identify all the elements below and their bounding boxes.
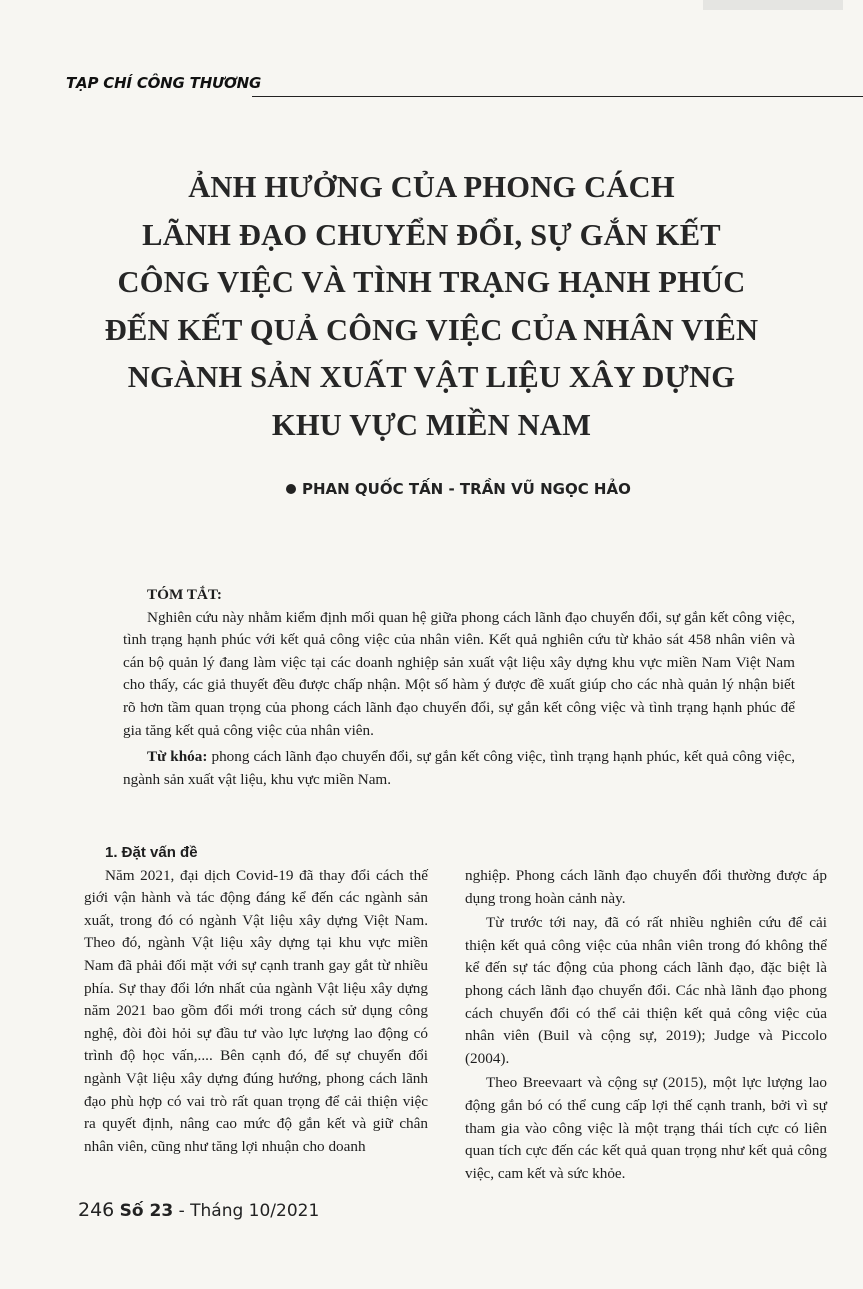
bullet-dot-icon [286,484,296,494]
keywords [123,746,795,791]
abstract-heading: TÓM TẮT: [147,586,222,603]
section-heading: 1. Đặt vấn đề [105,844,198,861]
title-line: CÔNG VIỆC VÀ TÌNH TRẠNG HẠNH PHÚC [117,265,746,299]
authors-line [286,480,631,498]
paragraph: Năm 2021, đại dịch Covid-19 đã thay đổi cách thế giới vận hành và tác động đáng kể đến các ngành sản xuất, trong đó có ngành Vật liệu xây dựng Việt Nam. Theo đó, ngành Vật liệu xây dựng tại khu vực miền Nam đã phải đối mặt với sự cạnh tranh gay gắt từ nhiều phía. Sự thay đổi lớn nhất của ngành Vật liệu xây dựng năm 2021 bao gồm đổi mới trong cách sử dụng công nghệ, đòi đòi hỏi sự đầu tư vào lực lượng lao động có trình độ học vấn,.... Bên cạnh đó, để sự chuyển đổi ngành Vật liệu xây dựng đúng hướng, phong cách lãnh đạo phù hợp có vai trò rất quan trọng để cải thiện việc ra quyết định, nâng cao mức độ gắn kết và giữ chân nhân viên, cũng như tăng lợi nhuận cho doanh [84,866,428,1155]
page-number: 246 [78,1199,115,1221]
paragraph: Theo Breevaart và cộng sự (2015), một lực lượng lao động gắn bó có thể cung cấp lợi thế cạnh tranh, bởi vì sự tham gia vào công việc là một trạng thái tích cực có liên quan tích cực đến các kết quả quan trọng như kết quả công việc, cam kết và sức khỏe. [465,1074,827,1182]
title-line: KHU VỰC MIỀN NAM [271,407,592,442]
paragraph-continued: nghiệp. Phong cách lãnh đạo chuyển đổi thường được áp dụng trong hoàn cảnh này. [465,867,827,907]
title-line: LÃNH ĐẠO CHUYỂN ĐỔI, SỰ GẮN KẾT [142,217,721,252]
article-title [60,164,803,449]
header-rule [252,96,863,97]
footer-separator: - [178,1201,185,1221]
left-column [84,842,428,1158]
issue-month: Tháng 10/2021 [190,1201,320,1221]
keywords-label: Từ khóa: [147,748,208,766]
journal-name: TẠP CHÍ CÔNG THƯƠNG [66,74,262,92]
abstract-block [123,584,795,791]
abstract-body: Nghiên cứu này nhằm kiểm định mối quan hệ giữa phong cách lãnh đạo chuyển đổi, sự gắn kết công việc, tình trạng hạnh phúc với kết quả công việc của nhân viên. Kết quả nghiên cứu từ khảo sát 458 nhân viên và cán bộ quản lý đang làm việc tại các doanh nghiệp sản xuất vật liệu xây dựng khu vực miền Nam Việt Nam cho thấy, các giả thuyết đều được chấp nhận. Một số hàm ý được đề xuất giúp cho các nhà quản lý nhận biết rõ hơn tầm quan trọng của phong cách lãnh đạo chuyển đổi, sự gắn kết công việc và tình trạng hạnh phúc để gia tăng kết quả công việc của nhân viên. [123,608,795,739]
issue-number: Số 23 [119,1201,174,1221]
right-column [465,865,827,1185]
page-footer [78,1199,319,1221]
scan-artifact [703,0,843,10]
title-line: ẢNH HƯỞNG CỦA PHONG CÁCH [188,170,675,204]
paragraph: Từ trước tới nay, đã có rất nhiều nghiên cứu để cải thiện kết quả công việc của nhân viên trong đó không thể kể đến sự tác động của phong cách lãnh đạo, đặc biệt là phong cách lãnh đạo chuyển đổi. Các nhà lãnh đạo phong cách chuyển đổi có thể cải thiện kết quả công việc của nhân viên (Buil và cộng sự, 2019); Judge và Piccolo (2004). [465,914,827,1067]
title-line: ĐẾN KẾT QUẢ CÔNG VIỆC CỦA NHÂN VIÊN [104,312,759,347]
keywords-text: phong cách lãnh đạo chuyển đổi, sự gắn kết công việc, tình trạng hạnh phúc, kết quả công việc, ngành sản xuất vật liệu, khu vực miền Nam. [123,748,796,788]
authors: PHAN QUỐC TẤN - TRẦN VŨ NGỌC HẢO [302,480,631,498]
title-line: NGÀNH SẢN XUẤT VẬT LIỆU XÂY DỰNG [127,360,736,394]
